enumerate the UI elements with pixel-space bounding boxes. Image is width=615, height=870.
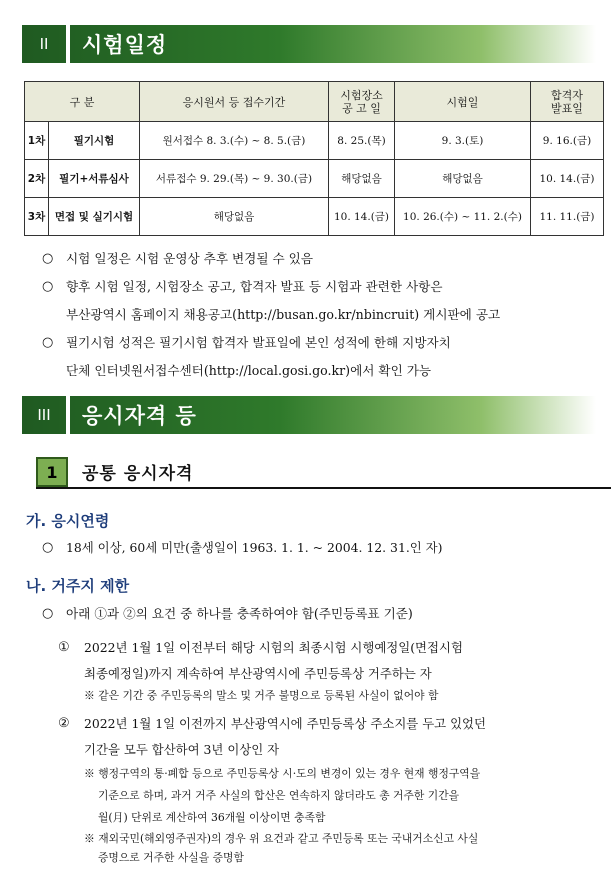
note-score-line2: 단체 인터넷원서접수센터(http://local.gosi.go.kr)에서 확인 가능 <box>66 363 432 378</box>
age-requirement: 18세 이상, 60세 미만(출생일이 1963. 1. 1. ~ 2004. 12. 31.인 자) <box>66 540 443 555</box>
row-apply: 원서접수 8. 3.(수) ~ 8. 5.(금) <box>140 122 329 160</box>
condition-1-note: ※ 같은 기간 중 주민등록의 말소 및 거주 불명으로 등록된 사실이 없어야 함 <box>84 689 439 702</box>
condition-2-note1-line2: 기준으로 하며, 과거 거주 사실의 합산은 연속하지 않더라도 총 거주한 기간을 <box>98 789 460 802</box>
condition-1-marker: ① <box>58 640 70 655</box>
heading-age: 가. 응시연령 <box>26 512 110 530</box>
bullet-icon: ○ <box>42 251 54 266</box>
table-row <box>25 160 604 198</box>
condition-2-marker: ② <box>58 716 70 731</box>
header-venue-notice: 시험장소 공 고 일 <box>329 82 395 122</box>
header-category: 구 분 <box>25 82 140 122</box>
row-apply: 해당없음 <box>140 198 329 236</box>
schedule-table <box>24 81 604 236</box>
condition-2-note2-line2: 증명으로 거주한 사실을 증명함 <box>98 851 244 864</box>
subsection-title: 공통 응시자격 <box>82 464 194 484</box>
header-apply-period: 응시원서 등 접수기간 <box>140 82 329 122</box>
table-row <box>25 122 604 160</box>
row-exam: 해당없음 <box>395 160 531 198</box>
row-result: 10. 14.(금) <box>531 160 604 198</box>
bullet-icon: ○ <box>42 606 54 621</box>
condition-1-line1: 2022년 1월 1일 이전부터 해당 시험의 최종시험 시행예정일(면접시험 <box>84 640 463 655</box>
condition-2-note1-line3: 월(月) 단위로 계산하여 36개월 이상이면 충족함 <box>98 811 326 824</box>
table-header-row <box>25 82 604 122</box>
note-announcement-line2: 부산광역시 홈페이지 채용공고(http://busan.go.kr/nbincruit) 게시판에 공고 <box>66 307 501 322</box>
header-exam-date: 시험일 <box>395 82 531 122</box>
condition-2-note2-line1: ※ 재외국민(해외영주권자)의 경우 위 요건과 같고 주민등록 또는 국내거소신고 사실 <box>84 832 479 845</box>
row-result: 9. 16.(금) <box>531 122 604 160</box>
row-stage: 1차 <box>25 122 49 160</box>
row-venue: 8. 25.(목) <box>329 122 395 160</box>
row-name: 필기+서류심사 <box>49 160 140 198</box>
section-number: III <box>37 406 51 424</box>
condition-2-note1-line1: ※ 행정구역의 통·폐합 등으로 주민등록상 시·도의 변경이 있는 경우 현재 행정구역을 <box>84 767 481 780</box>
row-result: 11. 11.(금) <box>531 198 604 236</box>
row-venue: 10. 14.(금) <box>329 198 395 236</box>
row-stage: 3차 <box>25 198 49 236</box>
condition-2-line1: 2022년 1월 1일 이전까지 부산광역시에 주민등록상 주소지를 두고 있었던 <box>84 716 486 731</box>
note-score-line1: 필기시험 성적은 필기시험 합격자 발표일에 본인 성적에 한해 지방자치 <box>66 335 451 350</box>
note-schedule-change: 시험 일정은 시험 운영상 추후 변경될 수 있음 <box>66 251 314 266</box>
section-header-eligibility <box>22 396 596 434</box>
heading-residence: 나. 거주지 제한 <box>26 577 130 595</box>
row-venue: 해당없음 <box>329 160 395 198</box>
section-title: 시험일정 <box>82 33 168 57</box>
table-row <box>25 198 604 236</box>
section-number: II <box>39 35 49 53</box>
section-header-schedule <box>22 25 596 63</box>
row-name: 필기시험 <box>49 122 140 160</box>
header-result-date: 합격자 발표일 <box>531 82 604 122</box>
subsection-number: 1 <box>36 457 68 487</box>
row-exam: 10. 26.(수) ~ 11. 2.(수) <box>395 198 531 236</box>
bullet-icon: ○ <box>42 335 54 350</box>
row-exam: 9. 3.(토) <box>395 122 531 160</box>
section-title: 응시자격 등 <box>82 404 197 428</box>
bullet-icon: ○ <box>42 540 54 555</box>
row-name: 면접 및 실기시험 <box>49 198 140 236</box>
condition-1-line2: 최종예정일)까지 계속하여 부산광역시에 주민등록상 거주하는 자 <box>84 666 432 681</box>
row-stage: 2차 <box>25 160 49 198</box>
residence-intro: 아래 ①과 ②의 요건 중 하나를 충족하여야 함(주민등록표 기준) <box>66 606 413 621</box>
subsection-common-eligibility <box>36 457 611 489</box>
bullet-icon: ○ <box>42 279 54 294</box>
row-apply: 서류접수 9. 29.(목) ~ 9. 30.(금) <box>140 160 329 198</box>
note-announcement-line1: 향후 시험 일정, 시험장소 공고, 합격자 발표 등 시험과 관련한 사항은 <box>66 279 443 294</box>
condition-2-line2: 기간을 모두 합산하여 3년 이상인 자 <box>84 742 280 757</box>
